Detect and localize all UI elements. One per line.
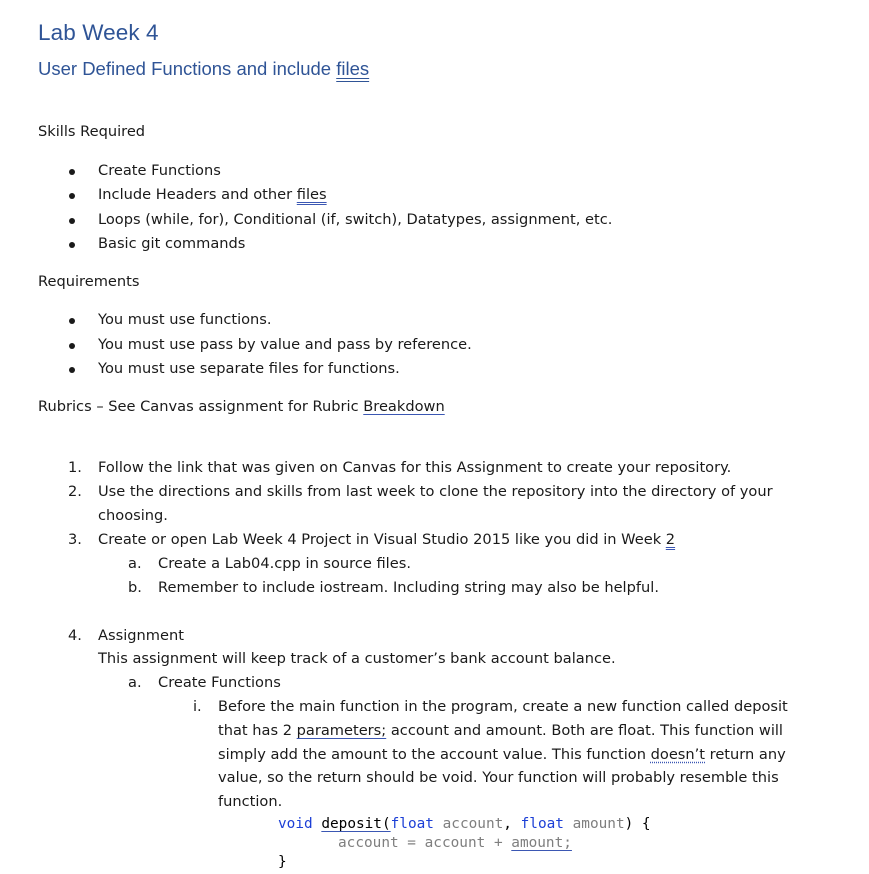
step-4a-text: Create Functions — [158, 674, 281, 691]
step-2-text-line1: Use the directions and skills from last week to clone the repository into the directory of your — [98, 483, 773, 500]
code-body-text: account = account + — [338, 835, 512, 851]
line2-part-a: that has 2 — [218, 722, 297, 739]
skills-item-3: Loops (while, for), Conditional (if, switch), Datatypes, assignment, etc. — [98, 211, 613, 228]
step-3-text-main: Create or open Lab Week 4 Project in Visual Studio 2015 like you did in Week — [98, 531, 666, 548]
code-param-account: account — [442, 816, 504, 832]
code-line-3: } — [278, 854, 287, 870]
skills-item-1: Create Functions — [98, 162, 221, 179]
step-4a-i-line5: function. — [218, 793, 283, 810]
requirements-item-3: You must use separate files for functions. — [98, 360, 400, 377]
code-line-2 — [338, 834, 572, 852]
step-3-text — [98, 531, 675, 549]
step-number-2: 2. — [68, 483, 82, 500]
bullet-icon — [69, 367, 75, 373]
skills-item-4: Basic git commands — [98, 235, 246, 252]
rubric-breakdown-link[interactable]: Breakdown — [363, 398, 445, 415]
line2-part-b: account and amount. Both are float. This function will — [386, 722, 783, 739]
step-number-4: 4. — [68, 627, 82, 644]
bullet-icon — [69, 193, 75, 199]
code-param-amount: amount — [572, 816, 625, 832]
code-keyword-float: float — [520, 816, 564, 832]
rubrics-line — [38, 398, 445, 416]
code-function-name: deposit( — [321, 816, 391, 832]
step-3-week-number: 2 — [665, 531, 676, 548]
step-3b-letter: b. — [128, 579, 142, 596]
step-1-text: Follow the link that was given on Canvas for this Assignment to create your repository. — [98, 459, 732, 476]
line3-part-b: return any — [705, 746, 786, 763]
subtitle-files-word: files — [336, 58, 370, 79]
rubrics-text: Rubrics – See Canvas assignment for Rubric — [38, 398, 364, 415]
line3-part-a: simply add the amount to the account value. This function — [218, 746, 651, 763]
requirements-heading: Requirements — [38, 273, 140, 290]
code-comma: , — [503, 816, 521, 832]
code-line-1 — [278, 815, 651, 833]
step-4a-i-numeral: i. — [193, 698, 202, 715]
bullet-icon — [69, 169, 75, 175]
step-4a-i-line2 — [218, 722, 783, 740]
doesnt-word: doesn’t — [650, 746, 706, 763]
skills-heading: Skills Required — [38, 123, 146, 140]
bullet-icon — [69, 343, 75, 349]
subtitle-text: User Defined Functions and include — [38, 58, 337, 79]
requirements-item-2: You must use pass by value and pass by reference. — [98, 336, 472, 353]
page-subtitle — [38, 58, 369, 80]
step-4-description: This assignment will keep track of a customer’s bank account balance. — [98, 650, 616, 667]
code-keyword-float: float — [390, 816, 434, 832]
page-title: Lab Week 4 — [38, 20, 159, 45]
code-body-amount: amount; — [511, 835, 572, 851]
code-close-paren: ) { — [624, 816, 651, 832]
step-3a-letter: a. — [128, 555, 142, 572]
step-4a-i-line1: Before the main function in the program, create a new function called deposit — [218, 698, 788, 715]
step-number-1: 1. — [68, 459, 82, 476]
parameters-word: parameters; — [296, 722, 387, 739]
step-3b-text: Remember to include iostream. Including string may also be helpful. — [158, 579, 659, 596]
bullet-icon — [69, 218, 75, 224]
step-number-3: 3. — [68, 531, 82, 548]
bullet-icon — [69, 242, 75, 248]
step-4-title: Assignment — [98, 627, 184, 644]
requirements-item-1: You must use functions. — [98, 311, 272, 328]
bullet-icon — [69, 318, 75, 324]
code-keyword-void: void — [278, 816, 313, 832]
step-4a-i-line4: value, so the return should be void. Your function will probably resemble this — [218, 769, 779, 786]
skills-item-2 — [98, 186, 327, 204]
step-4a-letter: a. — [128, 674, 142, 691]
step-3a-text: Create a Lab04.cpp in source files. — [158, 555, 411, 572]
skills-item-2-files: files — [296, 186, 327, 203]
step-4a-i-line3 — [218, 746, 786, 764]
step-2-text-line2: choosing. — [98, 507, 168, 524]
skills-item-2-text: Include Headers and other — [98, 186, 297, 203]
